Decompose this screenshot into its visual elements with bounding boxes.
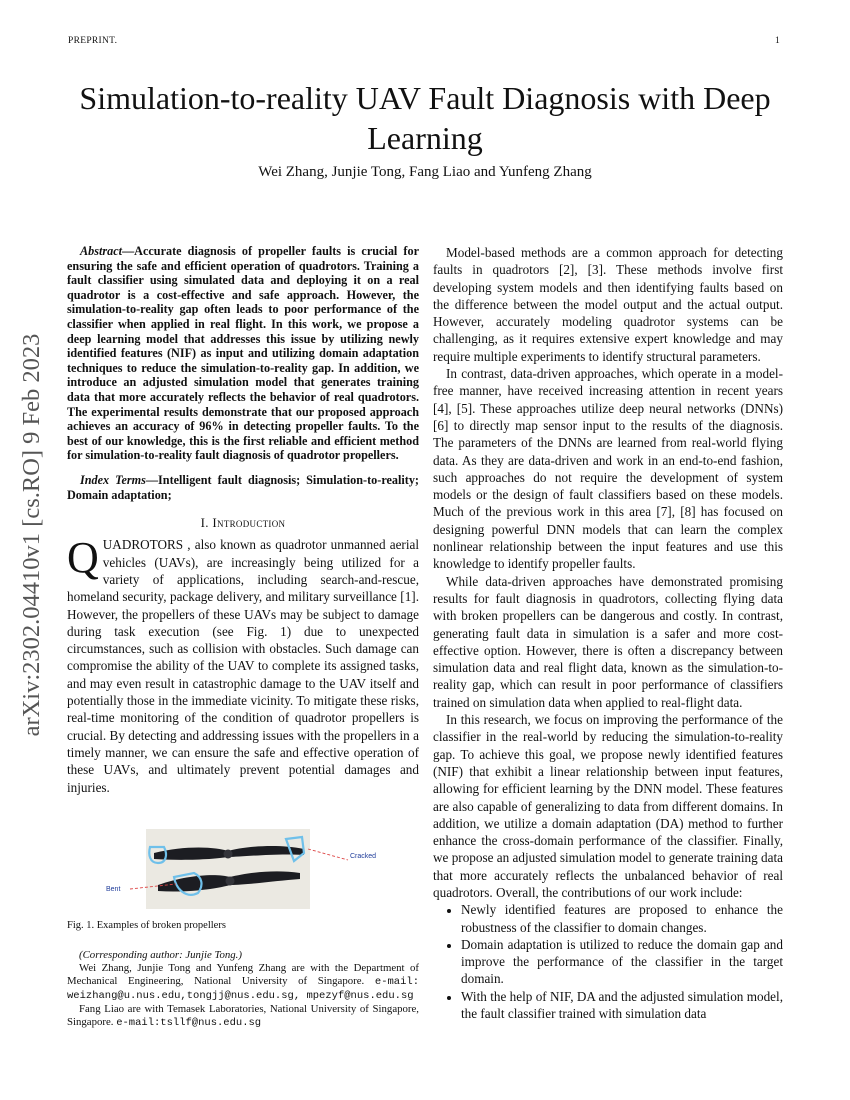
section-heading-introduction: I. Introduction xyxy=(200,515,286,531)
footnote-affiliation-2-text: Fang Liao are with Temasek Laboratories, National University of Singapore, Singapore. xyxy=(67,1003,419,1028)
intro-paragraph xyxy=(67,533,419,795)
contribution-list xyxy=(433,901,783,1022)
arxiv-stamp xyxy=(12,300,52,770)
contribution-item: • With the help of NIF, DA and the adjusted simulation model, the fault classifier trained with simulation data xyxy=(461,988,783,1023)
paragraph-data-driven: In contrast, data-driven approaches, which operate in a model-free manner, have received increasing attention in recent years [4], [5]. These approaches utilize deep neural networks (DNNs) [6] to directly map sensor input to the results of the diagnosis. The parameters of the DNNs are learned from real-world flying data. As they are data-driven and work in an end-to-end fashion, such approaches do not require the development of system models or the design of fault classifiers based on these models. Much of the previous work in this area [7], [8] has focused on designing powerful DNN models that can learn the complex nonlinear relationship between the input features and use this knowledge to identify propeller faults. xyxy=(433,366,783,572)
footnote-affiliation-1 xyxy=(67,962,419,1003)
figure-caption: Fig. 1. Examples of broken propellers xyxy=(67,920,226,931)
author-list: Wei Zhang, Junjie Tong, Fang Liao and Yunfeng Zhang xyxy=(258,164,592,180)
abstract-text: —Accurate diagnosis of propeller faults is crucial for ensuring the safe and efficient operation of quadrotors. Training a fault classifier using simulated data and deploying it on a real quadrotor is a cost-effective and safe approach. However, the simulation-to-reality gap often leads to poor performance of the classifier when applied in real flight. In this work, we propose a deep learning model that addresses this issue by utilizing newly identified features (NIF) as input and utilizing domain adaptation techniques to reduce the simulation-to-reality gap. In addition, we introduce an adjusted simulation model that generates training data that more accurately reflects the behavior of real quadrotors. The experimental results demonstrate that our proposed approach achieves an accuracy of 96% in detecting propeller faults. To the best of our knowledge, this is the first reliable and efficient method for simulation-to-reality fault diagnosis of quadrotor propellers. xyxy=(67,244,419,463)
paragraph-sim-gap: While data-driven approaches have demonstrated promising results for fault diagnosis in quadrotors, collecting flying data with broken propellers can be dangerous and costly. In contrast, generating fault data in simulation is a safer and more cost-effective option. However, there is often a discrepancy between simulation data and real flight data, known as the simulation-to-reality gap, which can result in poor performance of classifiers trained on simulation data when applied to real-flight data. xyxy=(433,573,783,710)
footnote-corresponding: (Corresponding author: Junjie Tong.) xyxy=(79,949,242,961)
abstract-label: Abstract xyxy=(80,244,122,258)
footnote-email-2: e-mail:tsllf@nus.edu.sg xyxy=(116,1017,262,1029)
abstract xyxy=(67,244,419,502)
footnote-email-1: e-mail: weizhang@u.nus.edu,tongjj@nus.edu.sg, mpezyf@nus.edu.sg xyxy=(67,976,419,1002)
intro-first-word: UADROTORS xyxy=(102,537,184,553)
right-column xyxy=(433,244,783,1022)
paragraph-this-research: In this research, we focus on improving the performance of the classifier in the real-world by reducing the simulation-to-reality gap. To achieve this goal, we propose newly identified features (NIF) that exhibit a linear relationship between input features, allowing for efficient learning by the DNN model. These features are also capable of generalizing to data from different domains. In addition, we utilize a domain adaptation (DA) method to further enhance the cross-domain performance of the classifier. Finally, we propose an adjusted simulation model to generate training data that more accurately reflects the unbalanced behavior of real quadrotors. Overall, the contributions of our work include: xyxy=(433,712,783,900)
index-terms-label: Index Terms xyxy=(80,472,146,487)
paper-title: Simulation-to-reality UAV Fault Diagnosis with Deep Learning xyxy=(79,80,771,156)
arxiv-stamp-text: arXiv:2302.04410v1 [cs.RO] 9 Feb 2023 xyxy=(18,333,45,737)
index-terms-text: —Intelligent fault diagnosis; Simulation-to-reality; Domain adaptation; xyxy=(67,472,419,502)
label-cracked: Cracked xyxy=(350,853,377,860)
label-bent: Bent xyxy=(106,886,121,893)
footnote-affiliation-1-text: Wei Zhang, Junjie Tong and Yunfeng Zhang are with the Department of Mechanical Engineering, National University of Singapore. xyxy=(67,962,419,987)
footnotes xyxy=(67,949,419,1030)
intro-paragraph-text: , also known as quadrotor unmanned aerial vehicles (UAVs), are increasingly being utilized for a variety of applications, including search-and-rescue, homeland security, package delivery, and military surveillance [1]. However, the propellers of these UAVs may be subject to damage during task execution (see Fig. 1) due to unexpected circumstances, such as collision with obstacles. Such damage can compromise the ability of the UAV to complete its assigned tasks, and may even result in catastrophic damage to the UAV itself and potentially those in the immediate vicinity. To mitigate these risks, real-time monitoring of the condition of quadrotor propellers is crucial. By detecting and addressing issues with the propellers in a timely manner, we can ensure the safe and effective operation of these UAVs, and ultimately prevent potential damages and injuries. xyxy=(67,537,419,795)
paragraph-model-based: Model-based methods are a common approach for detecting faults in quadrotors [2], [3]. These methods involve first developing system models and then identifying faults based on the difference between the model output and the actual output. However, accurately modeling quadrotor systems can be challenging, as it requires extensive expert knowledge and may require multiple experiments to identify structural parameters. xyxy=(433,245,783,364)
drop-cap: Q xyxy=(67,533,99,583)
footnote-affiliation-2 xyxy=(67,1003,419,1030)
contribution-item: • Domain adaptation is utilized to reduce the domain gap and improve the performance of the classifier in the target domain. xyxy=(461,936,783,988)
figure-annotations xyxy=(100,829,370,909)
contribution-item: • Newly identified features are proposed to enhance the robustness of the classifier to domain changes. xyxy=(461,901,783,936)
left-column xyxy=(67,244,419,796)
running-header: PREPRINT. xyxy=(68,36,118,46)
page-number: 1 xyxy=(775,36,781,46)
